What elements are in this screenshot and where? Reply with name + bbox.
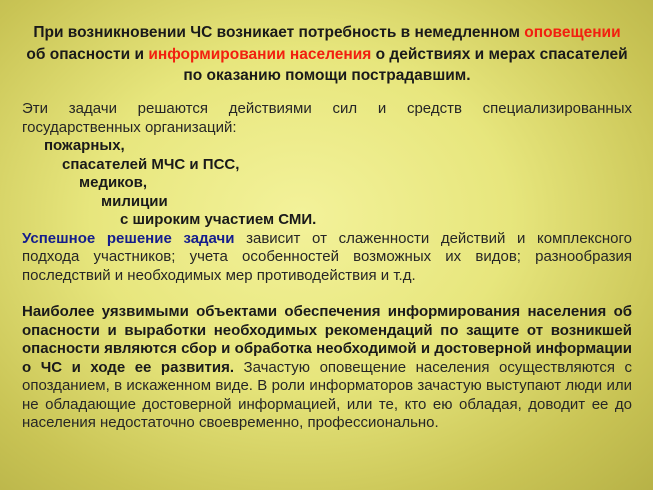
list-item-firefighters: пожарных, [44,137,125,154]
heading-highlight-informing: информировании населения [148,45,372,63]
paragraph-gap [22,285,632,303]
heading-text-1: При возникновении ЧС возникает потребность в немедленном [33,24,525,41]
list-item-police: милиции [101,192,168,210]
success-rest: зависит от слаженности действий и комплексного подхода участников; учета особенностей возможных их видов; разнообразия последствий и необходимых мер противодействия и т.д. [22,229,632,284]
list-item-media: с широким участием СМИ. [120,211,317,228]
heading-highlight-notification: оповещении [524,24,621,41]
vulnerable-paragraph [22,303,632,433]
list-item-rescuers: спасателей МЧС и ПСС, [62,155,240,173]
list-item-medics: медиков, [79,174,148,191]
heading-text-3: о действиях и мерах спасателей по оказанию помощи пострадавшим. [183,45,628,84]
success-lead: Успешное решение задачи [22,229,235,247]
vulnerable-bold: Наиболее уязвимыми объектами обеспечения информирования населения об опасности и выработки необходимых рекомендаций по защите от возникшей опасности являются сбор и обработка необходимой и достоверной информации о ЧС и ходе ее развития. [22,303,632,376]
intro-paragraph: Эти задачи решаются действиями сил и средств специализированных государственных организаций: [22,100,632,136]
vulnerable-rest: Зачастую оповещение населения осуществляются с опозданием, в искаженном виде. В роли информаторов зачастую выступают люди или не обладающие достоверной информацией, или те, кто ею обладая, доводит ее до населения недостаточно своевременно, профессионально. [22,358,632,431]
heading-text-2: об опасности и [26,45,149,63]
slide-heading [24,22,630,87]
slide-body [22,100,632,433]
success-paragraph [22,230,632,286]
